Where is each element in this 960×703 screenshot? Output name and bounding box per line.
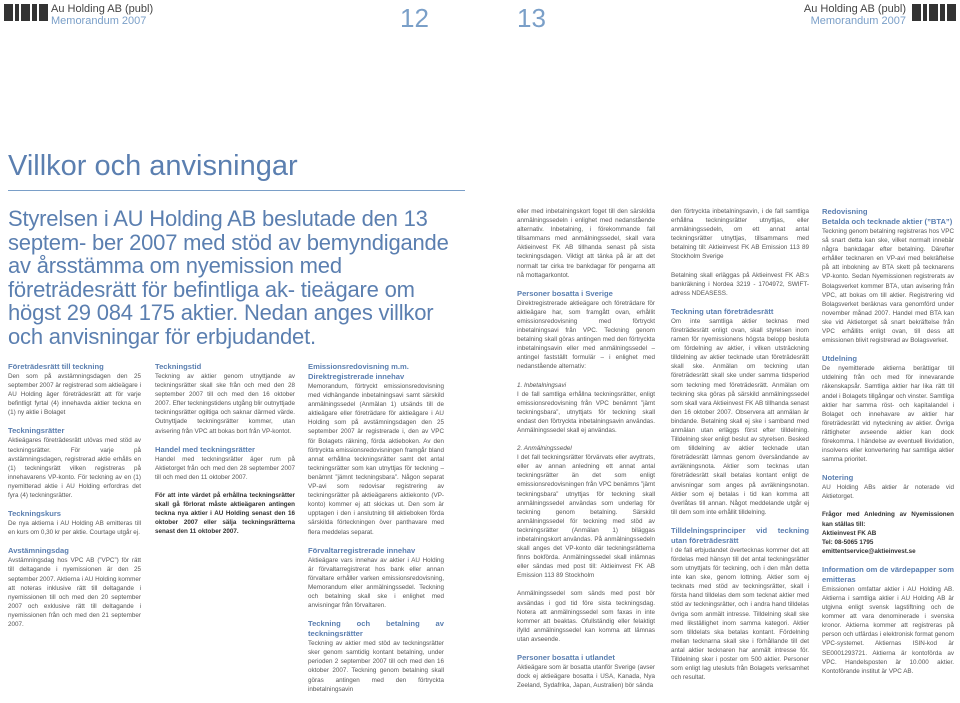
text-utdelning: De nyemitterade aktierna berättigar till utdelning från och med för innevarande räkenskapsår. Samtliga aktier har lika rätt till andel i Bolagets tillgångar och vinster. Samtliga aktier har samma röst- och kapitalandel i Bolaget och innehavare av aktier har företrädesrätt vid nyteckning av aktier. Övriga rättigheter avseende aktier kan dock förekomma. I händelse av eventuell likvidation, insolvens eller konvertering har samtliga aktier samma prioritet. xyxy=(822,365,954,464)
text-betalning-adress: den förtryckta inbetalningsavin, i de fall samtliga erhållna teckningsrätter utnyttjas, eller anmälningssedeln, om ett annat antal teckningsrätter utnyttjas, tillsammans med betalning till: Aktieinvest FK AB Emission 113 89 Stockholm Sverige xyxy=(671,208,809,261)
text-bankrakning: Betalning skall erläggas på Aktieinvest FK AB:s bankräkning i Nordea 3219 - 1704972, SWIFT-adress NDEASESS. xyxy=(671,271,809,297)
heading-avstamningsdag: Avstämningsdag xyxy=(8,546,69,556)
heading-vardepapper: Information om de värdepapper som emitteras xyxy=(822,564,954,584)
column-1 xyxy=(8,362,141,638)
contact-intro: Frågor med Anledning av Nyemissionen kan ställas till: xyxy=(822,511,954,528)
page-number-left: 12 xyxy=(400,3,429,33)
text-foretradesratt: Den som på avstämningsdagen den 25 september 2007 är registrerad som aktieägare i AU Holding äger företrädesrätt att för varje befintligt fyrtal (4) innehavda aktier teckna en (1) ny aktie i Bolaget xyxy=(8,373,141,417)
heading-bosatta-sverige: Personer bosatta i Sverige xyxy=(517,288,613,298)
text-bta: Teckning genom betalning registreras hos VPC så snart detta kan ske, vilket normalt innebär några bankdagar efter betalning. Därefter erhåller tecknaren en VP-avi med bekräftelse på att inbokning av BTA skett på tecknarens VP-konto. Sedan Nyemissionen registrerats av Bolagsverket kommer BTA, utan avisering från VPC, att bokas om till aktier. Registrering vid Bolagsverket beräknas vara genomförd under november månad 2007. Handel med BTA kan ske vid Aktietorget så snart bekräftelse från VPC erhållits enligt ovan, till dess att emissionen blivit registrerad av Bolagsverket. xyxy=(822,228,954,345)
heading-direktregistrerade: Direktregistrerade innehav xyxy=(308,372,405,381)
text-teckningstid: Teckning av aktier genom utnyttjande av teckningsrätter skall ske från och med den 28 september 2007 till och med den 16 oktober 2007. Efter teckningstidens utgång blir outnyttjade teckningsrätter ogiltiga och saknar därmed värde. Outnyttjade teckningsrätter kommer, utan avisering från VPC att bokas bort från VP-kontot. xyxy=(155,373,295,435)
header-memo-left: Memorandum 2007 xyxy=(51,15,147,27)
text-bosatta-sverige: Direktregistrerade aktieägare och företrädare för aktieägare har, som framgått ovan, erhållit emissionsredovisning med förtryckt inbetalningsavi från VPC. Teckning genom betalning skall göras antingen med den förtryckta inbetalningsavin eller med anmälningssedel – antingel fastställt formulär – i enlighet med nedanstående alternativ: xyxy=(517,299,655,371)
heading-handel: Handel med teckningsrätter xyxy=(155,444,256,454)
heading-bta: Betalda och tecknade aktier (”BTA”) xyxy=(822,217,953,226)
lead-text: Styrelsen i AU Holding AB beslutade den 13 septem- ber 2007 med stöd av bemyndigande av årsstämma om nyemission med företrädesrätt för befintliga ak- tieägare om högst 29 084 175 aktier. Nedan anges villkor och anvisningar för erbjudandet. xyxy=(8,206,449,349)
heading-tilldelningsprinciper: Tilldelningsprinciper vid teckning utan företrädesrätt xyxy=(671,525,809,545)
text-notering: AU Holding ABs aktier är noterade vid Aktietorget. xyxy=(822,484,954,501)
column-3 xyxy=(308,362,444,703)
text-inbetalningsavi: I de fall samtliga erhållna teckningsrätter, enligt emissionsredovisning från VPC benämnt ”jämt teckningsbara”, utnyttjats för teckning skall endast den förtryckta inbetalningsavin användas. Anmälningssedel skall ej användas. xyxy=(517,390,655,434)
contact-company: Aktieinvest FK AB xyxy=(822,529,877,537)
heading-forvaltarregistrerade: Förvaltarregistrerade innehav xyxy=(308,545,416,555)
heading-foretradesratt: Företrädesrätt till teckning xyxy=(8,362,104,371)
column-4 xyxy=(517,207,655,699)
header-company-left: Au Holding AB (publ) xyxy=(51,3,154,15)
text-anmalningssedel: I det fall teckningsrätter förvärvats eller avyttrats, eller av annan anledning ett annat antal teckningsrätter än det som enligt emissionsredovisningen från VPC benämns ”jämt teckningsbara” utnyttjas för teckning skall anmälningssedel användas som underlag för teckning genom betalning. Särskild anmälningssedel för teckning med stöd av teckningsrätter (Anmälan 1) biläggas inbetalningskort användas. På anmälningssedeln skall anges det VP-konto där teckningsrätterna finns bokförda. Anmälningssedel skall inlämnas eller sändas med post till: Aktieinvest FK AB Emission 113 89 Stockholm xyxy=(517,454,655,580)
text-important-notice: För att inte värdet på erhållna teckningsrätter skall gå förlorat måste aktieägaren antingen teckna nya aktier i AU Holding senast den 16 oktober 2007 eller sälja teckningsrätterna senast den 11 oktober 2007. xyxy=(155,491,295,536)
column-6 xyxy=(822,207,954,685)
heading-bosatta-utlandet: Personer bosatta i utlandet xyxy=(517,653,615,663)
heading-utan-foretradesratt: Teckning utan företrädesrätt xyxy=(671,306,774,316)
heading-teckningsratter: Teckningsrätter xyxy=(8,426,65,436)
text-inbetalning-intro: eller med inbetalningskort foget till den särskilda anmälningssedeln i enlighet med nedanstående alternativ. Inbetalning, i förekommande fall tillsammans med anmälningssedel, skall vara Aktieinvest FK AB tillhanda senast på sista teckningsdagen. Viktigt att tänka på är att det normalt tar cirka tre bankdagar för pengarna att nå mottagarkontot. xyxy=(517,208,655,279)
text-post: Anmälningssedel som sänds med post bör avsändas i god tid före sista teckningsdag. Notera att anmälningssedel som faxas in inte kommer att beaktas. Ofullständig eller felaktigt ifylld anmälningssedel kan komma att lämnas utan avseende. xyxy=(517,590,655,643)
contact-phone: Tel: 08-5065 1795 xyxy=(822,538,874,546)
header-memo-right: Memorandum 2007 xyxy=(810,15,906,27)
header-company-right: Au Holding AB (publ) xyxy=(803,3,906,15)
heading-redovisning: Redovisning xyxy=(822,207,868,216)
text-avstamningsdag: Avstämningsdag hos VPC AB (”VPC”) för rätt till deltagande i nyemissionen är den 25 september 2007. Aktierna i AU Holding kommer att noteras inklusive rätt till deltagande i nyemissionen till och med den 20 september 2007 och exklusive rätt till deltagande i nyemissionen från och med den 21 september 2007. xyxy=(8,557,141,628)
text-forvaltarregistrerade: Aktieägare vars innehav av aktier i AU Holding är förvaltarregistrerat hos bank eller annan förvaltare erhåller varken emissionsredovisning, Memorandum eller anmälningssedel. Teckning och betalning skall ske i enlighet med anvisningar från förvaltaren. xyxy=(308,556,444,610)
label-anmalningssedel: 2. Anmälningssedel xyxy=(517,445,572,453)
text-handel: Handel med teckningsrätter äger rum på Aktietorget från och med den 28 september 2007 till och med den 11 oktober 2007. xyxy=(155,455,295,481)
heading-teckning-betalning: Teckning och betalning av teckningsrätter xyxy=(308,619,444,639)
page-number-right: 13 xyxy=(517,3,546,33)
heading-utdelning: Utdelning xyxy=(822,354,858,364)
page-title: Villkor och anvisningar xyxy=(8,150,298,182)
text-vardepapper: Emissionen omfattar aktier i AU Holding AB. Aktierna i samtliga aktier i AU Holding AB är utgivna enligt svensk lagstiftning och de kommer att vara denominerade i svenska kronor. Aktierna kommer att registreras på person och utfärdas i elektronisk format genom VPC-systemet. Aktiernas ISIN-kod är SE0001293721. Aktierna är kontoförda av VPC. Handelsposten är 10.000 aktier. Kontoförande institut är VPC AB. xyxy=(822,585,954,675)
logo-right xyxy=(912,4,956,21)
heading-emissionsredovisning: Emissionsredovisning m.m. xyxy=(308,362,409,371)
text-utan-foretradesratt: Om inte samtliga aktier tecknas med företrädesrätt enligt ovan, skall styrelsen inom ramen för nyemissionens högsta belopp besluta om fördelning av aktier, i vilken utsträckning tilldelning av aktier tecknade utan företrädesrätt skall ske. Anmälan om teckning utan företrädesrätt skall ske under samma tidsperiod som teckning med företrädesrätt. Anmälan om teckning ska göras på särskild anmälningssedel som skall vara Aktieinvest FK AB tillhanda senast den 16 oktober 2007. Observera att anmälan är bindande. Betalning skall ej ske i samband med anmälan utan erläggs först efter tilldelning. Tilldelning sker enligt beslut av styrelsen. Besked om tilldelning av aktier tecknade utan företrädesrätt lämnas genom översändande av avräkningsnota. Aktier som tecknas utan företrädesrätt skall betalas kontant enligt de anvisningar som anges på avräkningsnotan. Aktier som ej betalas i tid kan komma att överlåtas till annan. Något meddelande utgår ej till dem som inte erhållit tilldelning. xyxy=(671,317,809,516)
heading-teckningstid: Teckningstid xyxy=(155,362,202,371)
text-teckningskurs: De nya aktierna i AU Holding AB emitteras till en kurs om 0,30 kr per aktie. Courtage utgår ej. xyxy=(8,520,141,537)
contact-email[interactable]: emittentservice@aktieinvest.se xyxy=(822,547,916,555)
text-teckning-betalning: Teckning av aktier med stöd av teckningsrätter sker genom samtidig kontant betalning, under perioden 2 september 2007 till och med den 16 oktober 2007. Teckning genom betalning skall göras antingen med den förtryckta inbetalningsavin xyxy=(308,640,444,693)
logo-left xyxy=(4,4,48,21)
heading-notering: Notering xyxy=(822,473,854,483)
text-teckningsratter: Aktieägares företrädesrätt utövas med stöd av teckningsrätter. För varje på avstämningsdagen, registrerad aktie erhålls en (1) teckningsrätt vilken registreras på innehavarens VP-konto. För teckning av en (1) nyemitterad aktie i AU Holding erfordras det fyra (4) teckningsrätter. xyxy=(8,437,141,500)
label-inbetalningsavi: 1. Inbetalningsavi xyxy=(517,381,567,389)
text-bosatta-utlandet: Aktieägare som är bosatta utanför Sverige (avser dock ej aktieägare bosatta i USA, Kanada, Nya Zeeland, Sydafrika, Japan, Australien) bör sända xyxy=(517,664,655,690)
title-divider xyxy=(8,190,465,191)
column-2 xyxy=(155,362,295,545)
text-direktregistrerade: Memorandum, förtryckt emissionsredovisning med vidhängande inbetalningsavi samt särskild anmälningssedel (Anmälan 1) utsänds till de aktieägare eller företrädare för aktieägare i AU Holding som på avstämningsdagen den 25 september 2007 är registrerade i, den av VPC för Bolagets räkning, förda aktieboken. Av den förtryckta emissionsredovisningen framgår bland annat erhållna teckningsrätter samt det antal teckningsrätter som kan utnyttjas för teckning – benämnt ”jämnt teckningsbara”. Någon separat VP-avi som redovisar registrering av teckningsrätter på aktieägarens aktiekonto (VP-konto) kommer ej att skickas ut. Den som är upptagen i den i anslutning till aktieboken förda särskilda förteckningen över panthavare med flera meddelas separat. xyxy=(308,383,444,536)
heading-teckningskurs: Teckningskurs xyxy=(8,509,62,519)
column-5 xyxy=(671,207,809,691)
text-tilldelningsprinciper: I de fall erbjudandet övertecknas kommer det att fördelas med hänsyn till det antal teckningsrätter som utnyttjats för teckning, och i den mån detta inte kan ske, genom lottning. Aktier som ej tecknats med stöd av teckningsrätter, skall i första hand tilldelas dem som tecknat aktier med stöd av teckningsrätter, och i andra hand tilldelas övriga som anmält intresse. Tilldelning skall ske med likställighet inom samma kategori. Aktier som tilldelats ska betalas kontant. Fördelning mellan tecknarna skall ske i förhållande till det antal aktier tecknaren har anmält intresse för. Tilldelning sker i poster om 500 aktier. Personer som enligt lag utesluts från Bolagets verksamhet och resultat. xyxy=(671,546,809,682)
